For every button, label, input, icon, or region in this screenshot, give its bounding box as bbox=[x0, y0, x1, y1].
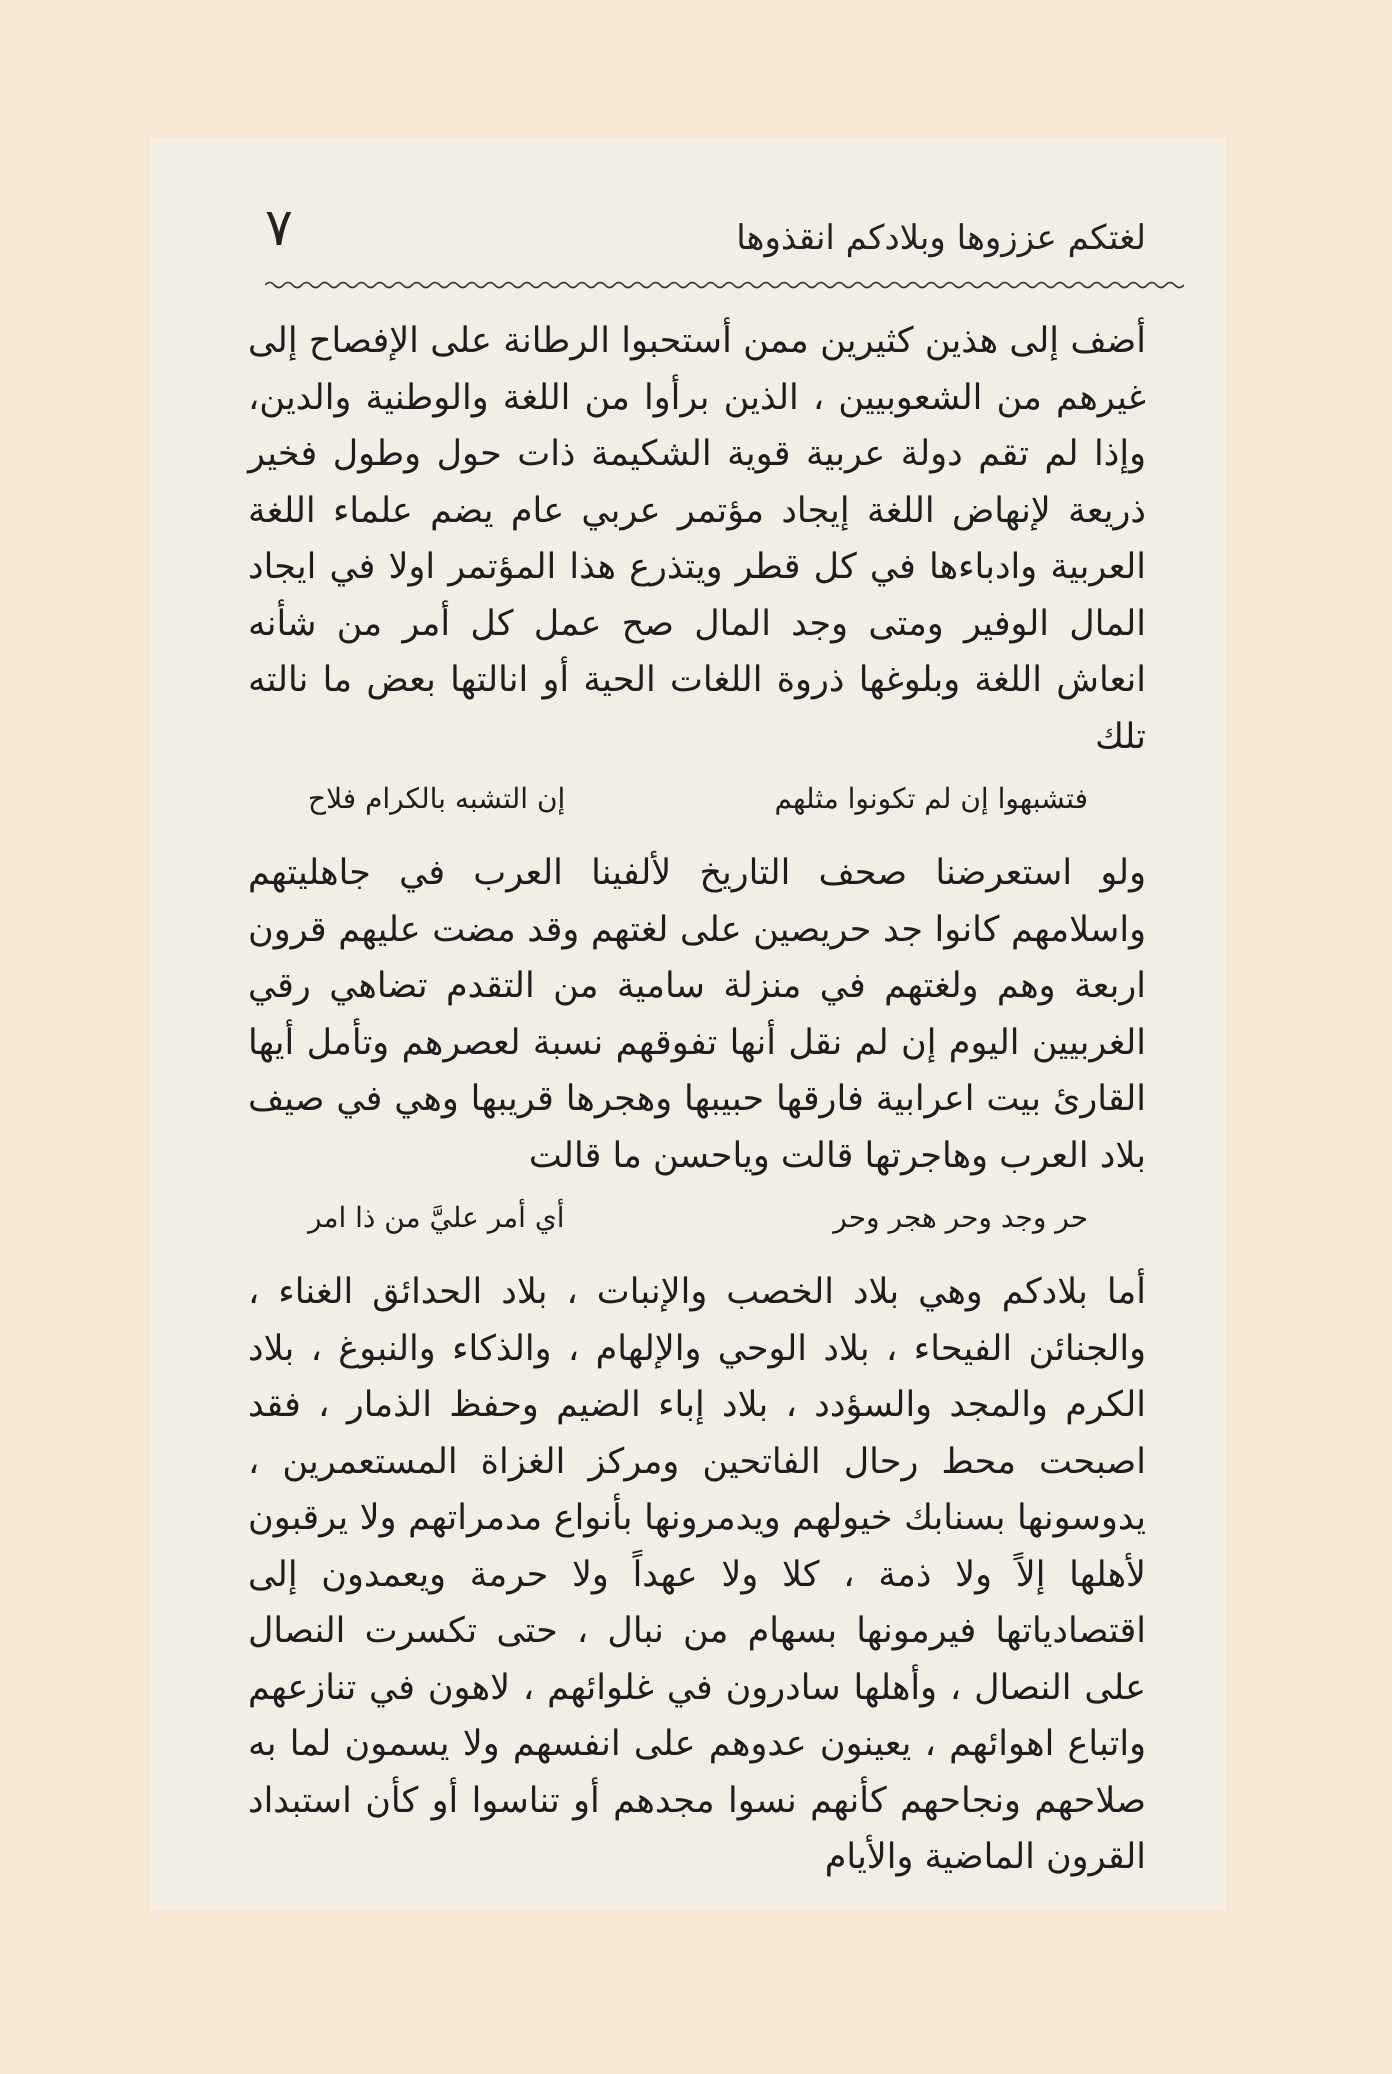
verse-2-first-hemistich: حر وجد وحر هجر وحر bbox=[833, 1201, 1088, 1234]
verse-2-second-hemistich: أي أمر عليَّ من ذا امر bbox=[308, 1201, 565, 1234]
verse-2 bbox=[248, 1190, 1146, 1246]
body-text bbox=[248, 313, 1146, 1886]
verse-1-second-hemistich: إن التشبه بالكرام فلاح bbox=[308, 782, 566, 815]
paragraph-2: ولو استعرضنا صحف التاريخ لألفينا العرب في جاهليتهم واسلامهم كانوا جد حريصين على لغتهم وقد مضت عليهم قرون اربعة وهم ولغتهم في منزلة سامية من التقدم تضاهي رقي الغربيين اليوم إن لم نقل أنها تفوقهم نسبة لعصرهم وتأمل أيها القارئ بيت اعرابية فارقها حبيبها وهجرها قريبها وهي في صيف بلاد العرب وهاجرتها قالت وياحسن ما قالت bbox=[248, 853, 1146, 1176]
paragraph-3: أما بلادكم وهي بلاد الخصب والإنبات ، بلاد الحدائق الغناء ، والجنائن الفيحاء ، بلاد الوحي والإلهام ، والذكاء والنبوغ ، بلاد الكرم والمجد والسؤدد ، بلاد إباء الضيم وحفظ الذمار ، فقد اصبحت محط رحال الفاتحين ومركز الغزاة المستعمرين ، يدوسونها بسنابك خيولهم ويدمرونها بأنواع مدمراتهم ولا يرقبون لأهلها إلاً ولا ذمة ، كلا ولا عهداً ولا حرمة ويعمدون إلى اقتصادياتها فيرمونها بسهام من نبال ، حتى تكسرت النصال على النصال ، وأهلها سادرون في غلوائهم ، لاهون في تنازعهم واتباع اهوائهم ، يعينون عدوهم على انفسهم ولا يسمون لما به صلاحهم ونجاحهم كأنهم نسوا مجدهم أو تناسوا أو كأن استبداد القرون الماضية والأيام bbox=[248, 1272, 1146, 1877]
running-title: لغتكم عززوها وبلادكم انقذوها bbox=[736, 218, 1146, 258]
page-number: ٧ bbox=[265, 198, 293, 258]
book-page bbox=[150, 138, 1226, 1910]
wavy-divider-line bbox=[265, 280, 1184, 290]
page-header bbox=[265, 198, 1146, 268]
verse-1 bbox=[248, 771, 1146, 827]
paragraph-1: أضف إلى هذين كثيرين ممن أستحبوا الرطانة على الإفصاح إلى غيرهم من الشعوبيين ، الذين برأوا من اللغة والوطنية والدين، وإذا لم تقم دولة عربية قوية الشكيمة ذات حول وطول فخير ذريعة لإنهاض اللغة إيجاد مؤتمر عربي عام يضم علماء اللغة العربية وادباءها في كل قطر ويتذرع هذا المؤتمر اولا في ايجاد المال الوفير ومتى وجد المال صح عمل كل أمر من شأنه انعاش اللغة وبلوغها ذروة اللغات الحية أو انالتها بعض ما نالته تلك bbox=[248, 321, 1146, 757]
wavy-divider bbox=[265, 280, 1184, 290]
verse-1-first-hemistich: فتشبهوا إن لم تكونوا مثلهم bbox=[774, 782, 1088, 815]
